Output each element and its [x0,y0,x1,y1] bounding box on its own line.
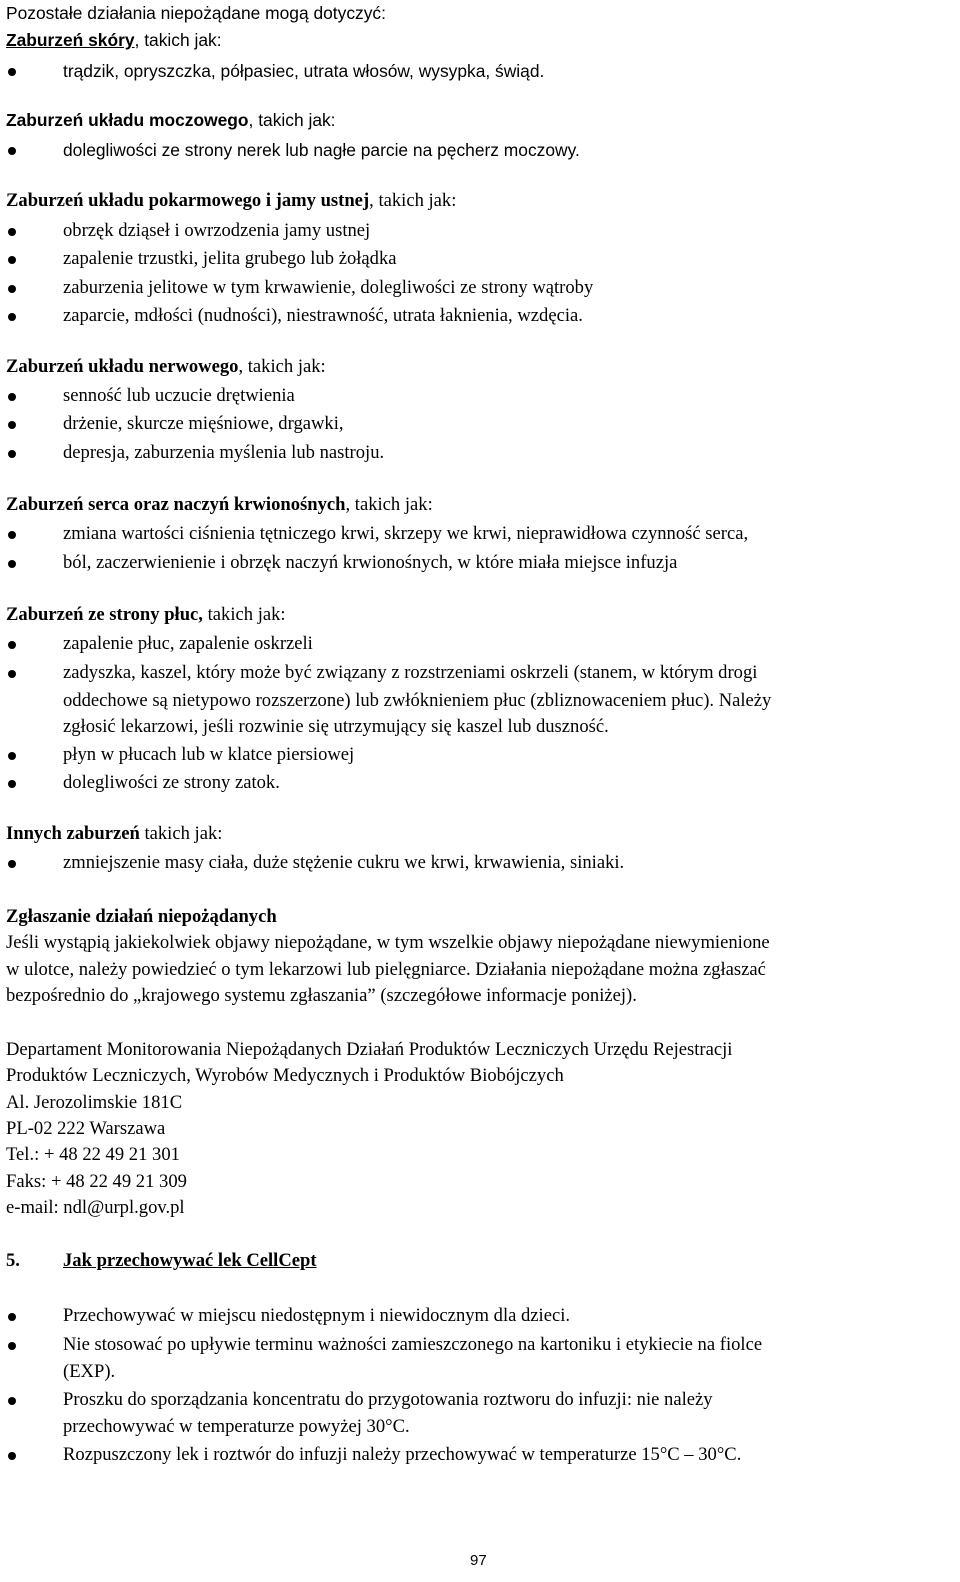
other-heading-line [6,821,222,847]
section-title: Jak przechowywać lek CellCept [63,1250,317,1271]
skin-heading-line [6,27,222,53]
bullet-icon [8,641,16,649]
reporting-heading: Zgłaszanie działań niepożądanych [6,906,277,927]
bullet-icon [8,147,16,155]
list-item-continuation: przechowywać w temperaturze powyżej 30°C. [63,1416,410,1437]
email-line: e-mail: ndl@urpl.gov.pl [6,1197,185,1218]
digestive-suffix: , takich jak: [369,190,457,211]
page-number: 97 [470,1552,487,1569]
address-line: Produktów Leczniczych, Wyrobów Medycznych i Produktów Biobójczych [6,1065,564,1086]
digestive-heading: Zaburzeń układu pokarmowego i jamy ustnej [6,190,370,211]
reporting-text-line: w ulotce, należy powiedzieć o tym lekarzowi lub pielęgniarce. Działania niepożądane można zgłaszać [6,959,766,980]
urinary-heading-line [6,107,336,133]
lungs-suffix: takich jak: [202,604,286,625]
bullet-icon [8,752,16,760]
bullet-icon [8,393,16,401]
section-number: 5. [6,1250,20,1271]
nervous-suffix: , takich jak: [238,356,326,377]
other-suffix: takich jak: [139,823,223,844]
other-heading: Innych zaburzeń [6,823,140,844]
nervous-heading-line [6,354,326,380]
bullet-icon [8,1313,16,1321]
cardio-heading-line [6,492,433,518]
lungs-heading-line [6,602,286,628]
urinary-heading: Zaburzeń układu moczowego [6,110,249,130]
bullet-icon [8,780,16,788]
list-item-continuation: (EXP). [63,1361,116,1382]
address-line: PL-02 222 Warszawa [6,1118,166,1139]
bullet-icon [8,1342,16,1350]
urinary-suffix: , takich jak: [248,110,336,130]
cardio-heading: Zaburzeń serca oraz naczyń krwionośnych [6,494,346,515]
bullet-icon [8,1452,16,1460]
cardio-suffix: , takich jak: [345,494,433,515]
section-5-heading [6,1248,906,1274]
bullet-icon [8,68,16,76]
bullet-icon [8,531,16,539]
address-line: Tel.: + 48 22 49 21 301 [6,1144,180,1165]
bullet-icon [8,450,16,458]
reporting-text-line: bezpośrednio do „krajowego systemu zgłaszania” (szczegółowe informacje poniżej). [6,985,637,1006]
bullet-icon [8,313,16,321]
nervous-heading: Zaburzeń układu nerwowego [6,356,239,377]
bullet-icon [8,670,16,678]
bullet-icon [8,285,16,293]
lungs-heading: Zaburzeń ze strony płuc, [6,604,203,625]
reporting-text-line: Jeśli wystąpią jakiekolwiek objawy niepożądane, w tym wszelkie objawy niepożądane niewymienione [6,932,770,953]
skin-heading: Zaburzeń skóry [6,30,135,50]
bullet-icon [8,560,16,568]
list-item-continuation: oddechowe są nietypowo rozszerzone) lub zwłóknieniem płuc (zbliznowaceniem płuc). Należy [63,690,772,711]
address-line: Al. Jerozolimskie 181C [6,1092,183,1113]
bullet-icon [8,1397,16,1405]
digestive-heading-line [6,188,456,214]
bullet-icon [8,256,16,264]
list-item-continuation: zgłosić lekarzowi, jeśli rozwinie się utrzymujący się kaszel lub duszność. [63,716,609,737]
bullet-icon [8,860,16,868]
bullet-icon [8,421,16,429]
bullet-icon [8,228,16,236]
address-line: Departament Monitorowania Niepożądanych Działań Produktów Leczniczych Urzędu Rejestracji [6,1039,733,1060]
intro-text: Pozostałe działania niepożądane mogą dotyczyć: [6,3,386,23]
skin-suffix: , takich jak: [134,30,222,50]
address-line: Faks: + 48 22 49 21 309 [6,1171,187,1192]
